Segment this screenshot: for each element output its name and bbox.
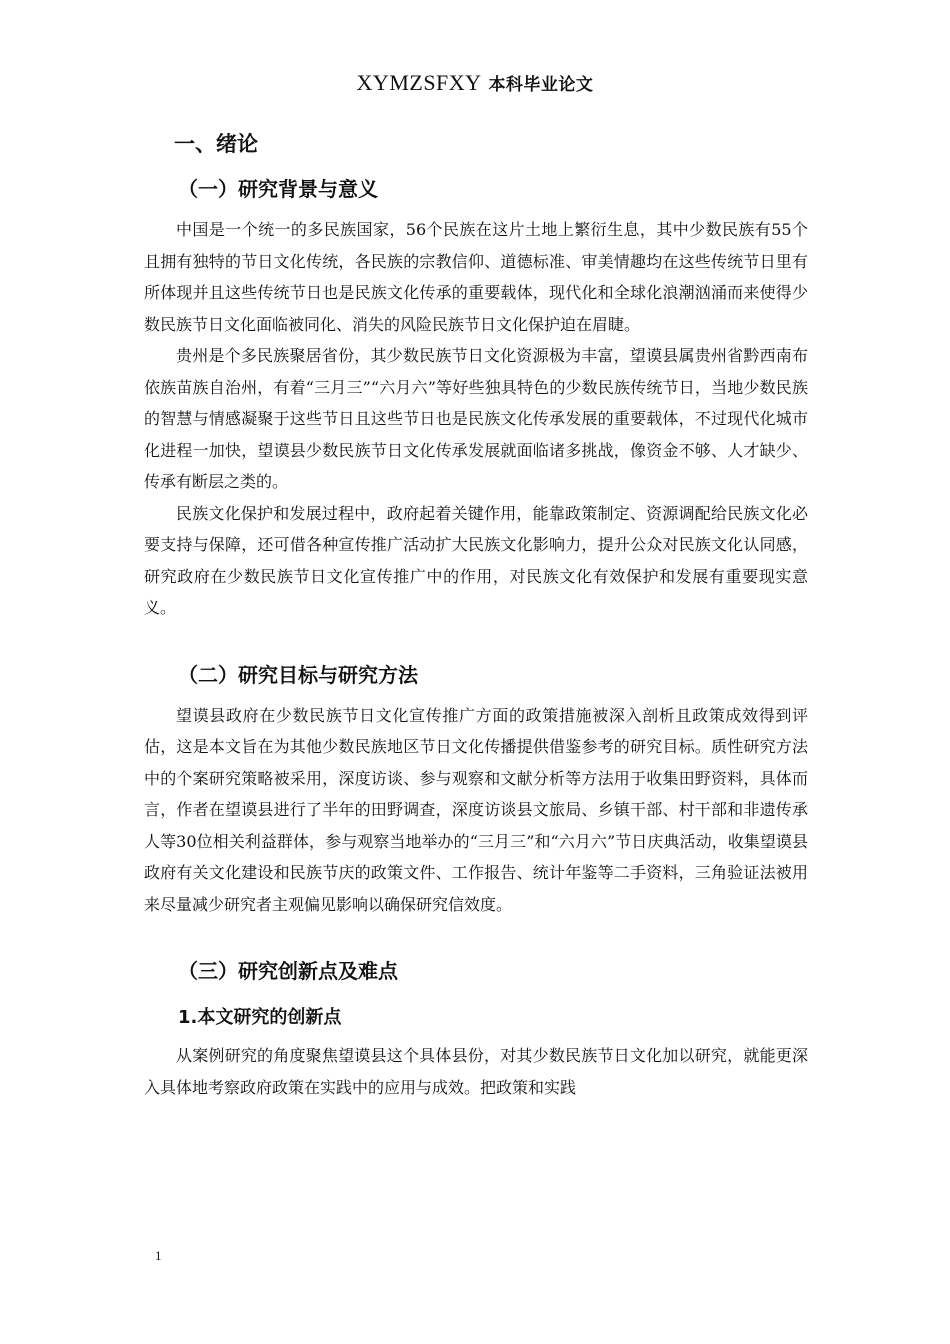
header-title: 本科毕业论文 (488, 75, 594, 95)
subsection-title: 1.本文研究的创新点 (178, 1007, 342, 1028)
section-title-1: （一）研究背景与意义 (178, 177, 378, 201)
page-header (0, 70, 950, 96)
paragraph: 贵州是个多民族聚居省份，其少数民族节日文化资源极为丰富，望谟县属贵州省黔西南布依族苗族自治州，有着“三月三”“六月六”等好些独具特色的少数民族传统节日，当地少数民族的智慧与情感凝聚于这些节日且这些节日也是民族文化传承发展的重要载体，不过现代化城市化进程一加快，望谟县少数民族节日文化传承发展就面临诸多挑战，像资金不够、人才缺少、传承有断层之类的。 (144, 346, 808, 491)
chapter-title: 一、绪论 (174, 132, 258, 156)
paragraph: 民族文化保护和发展过程中，政府起着关键作用，能靠政策制定、资源调配给民族文化必要支持与保障，还可借各种宣传推广活动扩大民族文化影响力，提升公众对民族文化认同感，研究政府在少数民族节日文化宣传推广中的作用，对民族文化有效保护和发展有重要现实意义。 (144, 503, 808, 617)
header-latin: XYMZSFXY (356, 70, 482, 95)
paragraph: 望谟县政府在少数民族节日文化宣传推广方面的政策措施被深入剖析且政策成效得到评估，这是本文旨在为其他少数民族地区节日文化传播提供借鉴参考的研究目标。质性研究方法中的个案研究策略被采用，深度访谈、参与观察和文献分析等方法用于收集田野资料，具体而言，作者在望谟县进行了半年的田野调查，深度访谈县文旅局、乡镇干部、村干部和非遗传承人等30位相关利益群体，参与观察当地举办的“三月三”和“六月六”节日庆典活动，收集望谟县政府有关文化建设和民族节庆的政策文件、工作报告、统计年鉴等二手资料，三角验证法被用来尽量减少研究者主观偏见影响以确保研究信效度。 (144, 705, 808, 914)
section-title-3: （三）研究创新点及难点 (178, 959, 398, 983)
main-content (144, 124, 808, 1103)
paragraph: 中国是一个统一的多民族国家，56个民族在这片土地上繁衍生息，其中少数民族有55个且拥有独特的节日文化传统，各民族的宗教信仰、道德标准、审美情趣均在这些传统节日里有所体现并且这些传统节日也是民族文化传承的重要载体，现代化和全球化浪潮汹涌而来使得少数民族节日文化面临被同化、消失的风险民族节日文化保护迫在眉睫。 (144, 220, 808, 334)
page-number: 1 (155, 1248, 162, 1263)
spacer (144, 920, 808, 946)
section-title-2: （二）研究目标与研究方法 (178, 662, 418, 687)
spacer (144, 624, 808, 650)
paragraph: 从案例研究的角度聚焦望谟县这个具体县份，对其少数民族节日文化加以研究，就能更深入具体地考察政府政策在实践中的应用与成效。把政策和实践 (144, 1046, 808, 1097)
